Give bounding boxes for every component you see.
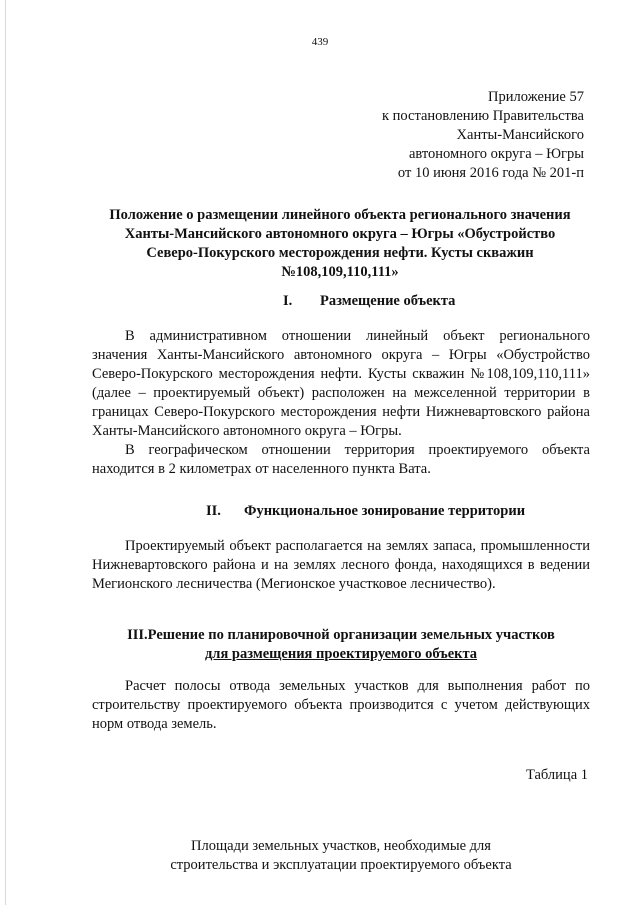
appendix-line-2: к постановлению Правительства	[382, 108, 584, 124]
section-1-heading	[283, 293, 455, 310]
section-3-heading	[92, 626, 590, 664]
section-2-title: Функциональное зонирование территории	[244, 503, 526, 519]
section-1-number: I.	[283, 293, 293, 309]
section-3-heading-line-1	[92, 626, 590, 645]
section-3-paragraph-1: Расчет полосы отвода земельных участков для выполнения работ по строительству проектируемого объекта производится с учетом действующих норм отвода земель.	[92, 678, 590, 732]
page-edge-line	[5, 0, 6, 905]
table-caption	[92, 837, 590, 875]
table-caption-line-1: Площади земельных участков, необходимые для	[191, 838, 491, 854]
section-3-title-line-2: для размещения проектируемого объекта	[204, 646, 478, 662]
table-caption-line-2: строительства и эксплуатации проектируемого объекта	[170, 857, 512, 873]
section-2-number: II.	[206, 503, 221, 519]
appendix-line-5: от 10 июня 2016 года № 201-п	[397, 165, 584, 181]
section-1-paragraph-2: В географическом отношении территория проектируемого объекта находится в 2 километрах от населенного пункта Вата.	[92, 442, 590, 477]
section-1-text	[92, 327, 590, 479]
section-2-text	[92, 537, 590, 594]
table-label: Таблица 1	[525, 767, 588, 783]
document-title: Положение о размещении линейного объекта регионального значения Ханты-Мансийского автономного округа – Югры «Обустройство Северо-Покурского месторождения нефти. Кусты скважин №108,109,110,111»	[109, 207, 571, 280]
section-2-heading	[206, 503, 525, 520]
section-3-heading-line-2	[92, 645, 590, 664]
section-1-title: Размещение объекта	[320, 293, 456, 309]
appendix-line-4: автономного округа – Югры	[408, 146, 584, 162]
section-3-text	[92, 677, 590, 734]
appendix-line-3: Ханты-Мансийского	[456, 127, 584, 143]
section-1-paragraph-1: В административном отношении линейный объект регионального значения Ханты-Мансийского автономного округа – Югры «Обустройство Северо-Покурского месторождения нефти. Кусты скважин №108,109,110,111» (далее – проектируемый объект) расположен на межселенной территории в границах Северо-Покурского месторождения нефти Нижневартовского района Ханты-Мансийского автономного округа – Югры.	[92, 328, 590, 439]
section-3-number: III.	[127, 627, 148, 643]
section-3-title-line-1: Решение по планировочной организации земельных участков	[147, 627, 555, 643]
appendix-line-1: Приложение 57	[488, 89, 584, 105]
appendix-block	[382, 88, 584, 183]
section-2-paragraph-1: Проектируемый объект располагается на землях запаса, промышленности Нижневартовского района и на землях лесного фонда, находящихся в ведении Мегионского лесничества (Мегионское участковое лесничество).	[92, 538, 590, 592]
page-number: 439	[311, 36, 329, 48]
